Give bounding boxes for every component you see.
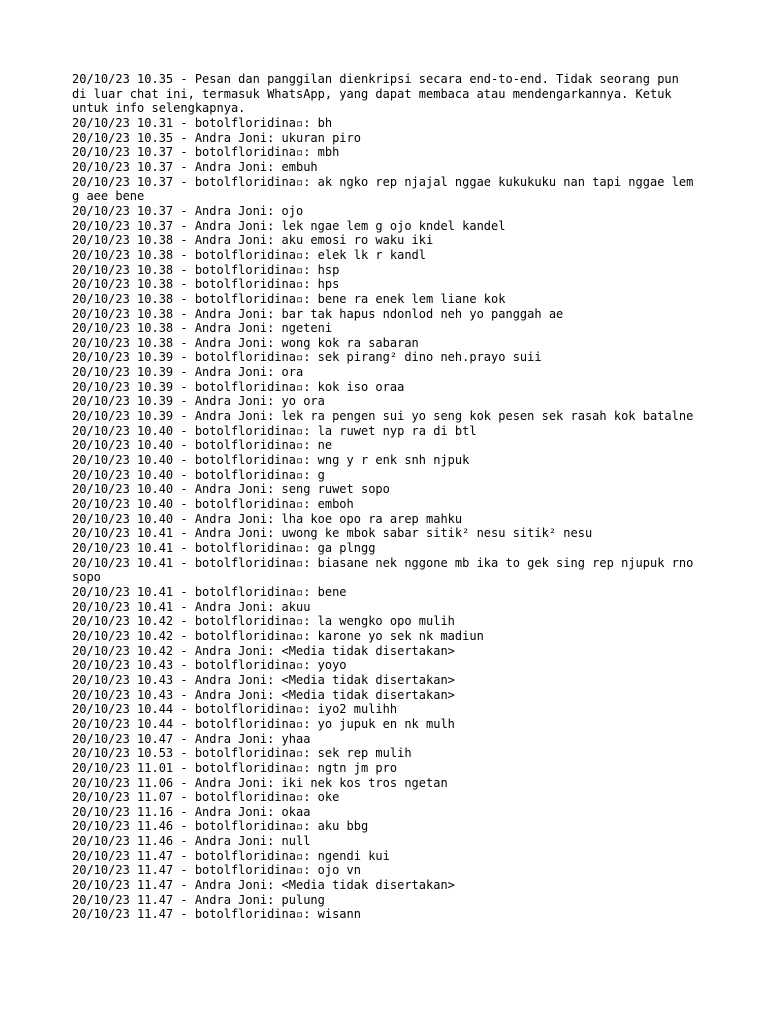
chat-message-line: 20/10/23 11.06 - Andra Joni: iki nek kos tros ngetan bbox=[72, 775, 448, 790]
chat-message-line: 20/10/23 10.40 - Andra Joni: seng ruwet sopo bbox=[72, 482, 390, 497]
chat-message-line: 20/10/23 10.38 - Andra Joni: ngeteni bbox=[72, 321, 333, 336]
chat-message-line: 20/10/23 10.41 - botolfloridina▫: ga plngg bbox=[72, 541, 376, 555]
chat-message-line: 20/10/23 11.07 - botolfloridina▫: oke bbox=[72, 790, 340, 805]
chat-message-line: 20/10/23 10.41 - botolfloridina▫: biasane nek nggone mb ika to gek sing rep njupuk rno sopo bbox=[72, 555, 701, 585]
chat-message-line: 20/10/23 11.01 - botolfloridina▫: ngtn jm pro bbox=[72, 760, 398, 775]
chat-message-line: 20/10/23 10.42 - botolfloridina▫: la wengko opo mulih bbox=[72, 614, 455, 629]
chat-message-line: 20/10/23 10.43 - botolfloridina▫: yoyo bbox=[72, 658, 347, 673]
chat-message-line: 20/10/23 10.31 - botolfloridina▫: bh bbox=[72, 115, 333, 130]
chat-message-line: 20/10/23 11.46 - botolfloridina▫: aku bbg bbox=[72, 819, 369, 834]
chat-message-line: 20/10/23 10.39 - botolfloridina▫: sek pirang² dino neh.prayo suii bbox=[72, 350, 542, 365]
chat-message-line: 20/10/23 10.43 - Andra Joni: <Media tidak disertakan> bbox=[72, 672, 455, 687]
chat-message-line: 20/10/23 10.38 - botolfloridina▫: bene ra enek lem liane kok bbox=[72, 291, 506, 306]
chat-message-line: 20/10/23 10.37 - Andra Joni: lek ngae lem g ojo kndel kandel bbox=[72, 218, 506, 233]
chat-message-line: 20/10/23 10.37 - botolfloridina▫: mbh bbox=[72, 145, 340, 160]
chat-message-line: 20/10/23 10.40 - botolfloridina▫: la ruwet nyp ra di btl bbox=[72, 423, 477, 438]
chat-message-line: 20/10/23 10.47 - Andra Joni: yhaa bbox=[72, 731, 311, 746]
chat-export-page bbox=[72, 72, 701, 922]
chat-message-line: 20/10/23 10.39 - Andra Joni: lek ra pengen sui yo seng kok pesen sek rasah kok batalne bbox=[72, 409, 694, 424]
chat-log bbox=[72, 72, 701, 922]
chat-message-line: 20/10/23 10.38 - Andra Joni: wong kok ra sabaran bbox=[72, 335, 419, 350]
chat-message-line: 20/10/23 10.40 - botolfloridina▫: emboh bbox=[72, 497, 354, 512]
chat-message-line: 20/10/23 10.43 - Andra Joni: <Media tidak disertakan> bbox=[72, 687, 455, 702]
chat-message-line: 20/10/23 10.40 - Andra Joni: lha koe opo ra arep mahku bbox=[72, 511, 463, 526]
chat-message-line: 20/10/23 10.44 - botolfloridina▫: iyo2 mulihh bbox=[72, 702, 398, 717]
chat-message-line: 20/10/23 11.47 - Andra Joni: pulung bbox=[72, 892, 325, 907]
chat-message-line: 20/10/23 10.35 - Andra Joni: ukuran piro bbox=[72, 130, 361, 145]
chat-message-line: 20/10/23 10.41 - Andra Joni: uwong ke mbok sabar sitik² nesu sitik² nesu bbox=[72, 526, 593, 541]
chat-message-line: 20/10/23 11.47 - botolfloridina▫: ojo vn bbox=[72, 863, 361, 878]
chat-message-line: 20/10/23 10.44 - botolfloridina▫: yo jupuk en nk mulh bbox=[72, 716, 455, 731]
chat-message-line: 20/10/23 10.40 - botolfloridina▫: g bbox=[72, 467, 325, 482]
chat-message-line: 20/10/23 10.40 - botolfloridina▫: ne bbox=[72, 438, 333, 453]
chat-message-line: 20/10/23 10.37 - Andra Joni: embuh bbox=[72, 159, 318, 174]
chat-message-line: 20/10/23 10.37 - botolfloridina▫: ak ngko rep njajal nggae kukukuku nan tapi nggae lem g aee bene bbox=[72, 174, 701, 204]
chat-message-line: 20/10/23 11.47 - botolfloridina▫: wisann bbox=[72, 907, 361, 922]
chat-message-line: 20/10/23 10.42 - botolfloridina▫: karone yo sek nk madiun bbox=[72, 628, 484, 643]
chat-message-line: 20/10/23 10.38 - botolfloridina▫: hps bbox=[72, 277, 340, 292]
chat-message-line: 20/10/23 10.41 - Andra Joni: akuu bbox=[72, 599, 311, 614]
chat-message-line: 20/10/23 11.16 - Andra Joni: okaa bbox=[72, 804, 311, 819]
chat-message-line: 20/10/23 10.38 - botolfloridina▫: elek lk r kandl bbox=[72, 247, 427, 262]
chat-message-line: 20/10/23 10.42 - Andra Joni: <Media tidak disertakan> bbox=[72, 643, 455, 658]
chat-message-line: 20/10/23 10.39 - Andra Joni: ora bbox=[72, 365, 304, 380]
chat-message-line: 20/10/23 10.53 - botolfloridina▫: sek rep mulih bbox=[72, 746, 412, 761]
chat-message-line: 20/10/23 10.39 - Andra Joni: yo ora bbox=[72, 394, 325, 409]
chat-message-line: 20/10/23 10.38 - Andra Joni: bar tak hapus ndonlod neh yo panggah ae bbox=[72, 306, 564, 321]
chat-message-line: 20/10/23 10.40 - botolfloridina▫: wng y r enk snh njpuk bbox=[72, 453, 470, 468]
chat-message-line: 20/10/23 11.47 - botolfloridina▫: ngendi kui bbox=[72, 848, 390, 863]
chat-message-line: 20/10/23 10.37 - Andra Joni: ojo bbox=[72, 203, 304, 218]
chat-message-line: 20/10/23 11.46 - Andra Joni: null bbox=[72, 834, 311, 849]
system-message: 20/10/23 10.35 - Pesan dan panggilan dienkripsi secara end-to-end. Tidak seorang pun di luar chat ini, termasuk WhatsApp, yang dapat membaca atau mendengarkannya. Ketuk untuk info selengkapnya. bbox=[72, 72, 687, 116]
chat-message-line: 20/10/23 10.38 - botolfloridina▫: hsp bbox=[72, 262, 340, 277]
chat-message-line: 20/10/23 10.39 - botolfloridina▫: kok iso oraa bbox=[72, 379, 405, 394]
chat-message-line: 20/10/23 10.41 - botolfloridina▫: bene bbox=[72, 584, 347, 599]
chat-message-line: 20/10/23 11.47 - Andra Joni: <Media tidak disertakan> bbox=[72, 878, 455, 893]
chat-message-line: 20/10/23 10.38 - Andra Joni: aku emosi ro waku iki bbox=[72, 233, 434, 248]
